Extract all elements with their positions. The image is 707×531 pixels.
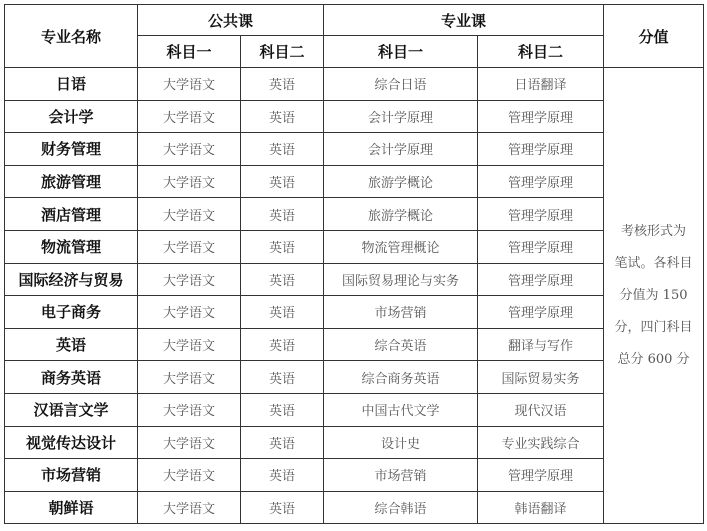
major-cell: 汉语言文学 [5,393,138,426]
header-public-subject-two: 科目二 [241,36,324,68]
table-body [5,68,704,524]
major-subject-one-cell: 会计学原理 [324,133,478,166]
public-subject-one-cell: 大学语文 [138,459,241,492]
score-note-line: 分值为 150 [619,287,688,303]
public-subject-two-cell: 英语 [241,426,324,459]
public-subject-one-cell: 大学语文 [138,296,241,329]
public-subject-one-cell: 大学语文 [138,198,241,231]
public-subject-two-cell: 英语 [241,198,324,231]
public-subject-two-cell: 英语 [241,328,324,361]
header-public-course: 公共课 [138,5,324,36]
major-subject-two-cell: 专业实践综合 [478,426,604,459]
major-cell: 酒店管理 [5,198,138,231]
major-subject-two-cell: 管理学原理 [478,459,604,492]
major-subject-one-cell: 物流管理概论 [324,230,478,263]
table-row [5,133,704,166]
public-subject-one-cell: 大学语文 [138,68,241,101]
public-subject-one-cell: 大学语文 [138,426,241,459]
major-subject-one-cell: 旅游学概论 [324,198,478,231]
table-row [5,491,704,524]
public-subject-one-cell: 大学语文 [138,491,241,524]
major-cell: 市场营销 [5,459,138,492]
table-row [5,100,704,133]
score-note-line: 笔试。各科目 [614,255,693,271]
public-subject-one-cell: 大学语文 [138,263,241,296]
score-note-line: 分，四门科目 [614,319,693,335]
public-subject-two-cell: 英语 [241,361,324,394]
major-subject-two-cell: 管理学原理 [478,263,604,296]
public-subject-one-cell: 大学语文 [138,393,241,426]
public-subject-two-cell: 英语 [241,491,324,524]
major-subject-one-cell: 市场营销 [324,459,478,492]
public-subject-two-cell: 英语 [241,100,324,133]
table-row [5,165,704,198]
major-subject-two-cell: 管理学原理 [478,165,604,198]
major-cell: 电子商务 [5,296,138,329]
major-subject-one-cell: 会计学原理 [324,100,478,133]
public-subject-two-cell: 英语 [241,296,324,329]
score-note-line: 总分 600 分 [617,351,690,367]
header-major-subject-one: 科目一 [324,36,478,68]
table-row [5,393,704,426]
major-subject-one-cell: 国际贸易理论与实务 [324,263,478,296]
major-subject-one-cell: 综合英语 [324,328,478,361]
major-subject-two-cell: 管理学原理 [478,198,604,231]
major-cell: 日语 [5,68,138,101]
major-subject-one-cell: 中国古代文学 [324,393,478,426]
table-row [5,426,704,459]
major-cell: 商务英语 [5,361,138,394]
table-row [5,263,704,296]
public-subject-two-cell: 英语 [241,68,324,101]
major-subject-one-cell: 市场营销 [324,296,478,329]
public-subject-one-cell: 大学语文 [138,100,241,133]
table-row [5,296,704,329]
header-score: 分值 [604,5,704,68]
major-cell: 会计学 [5,100,138,133]
major-subject-two-cell: 日语翻译 [478,68,604,101]
major-subject-one-cell: 综合韩语 [324,491,478,524]
major-cell: 朝鲜语 [5,491,138,524]
exam-table-container [4,4,704,524]
major-subject-two-cell: 韩语翻译 [478,491,604,524]
major-subject-two-cell: 管理学原理 [478,230,604,263]
major-subject-two-cell: 国际贸易实务 [478,361,604,394]
major-cell: 英语 [5,328,138,361]
public-subject-two-cell: 英语 [241,230,324,263]
score-note-line: 考核形式为 [621,223,687,239]
public-subject-two-cell: 英语 [241,459,324,492]
major-cell: 财务管理 [5,133,138,166]
header-major-subject-two: 科目二 [478,36,604,68]
table-row [5,328,704,361]
table-row [5,68,704,101]
public-subject-two-cell: 英语 [241,263,324,296]
major-subject-one-cell: 设计史 [324,426,478,459]
header-public-subject-one: 科目一 [138,36,241,68]
public-subject-one-cell: 大学语文 [138,165,241,198]
exam-subjects-table [4,4,704,524]
major-cell: 国际经济与贸易 [5,263,138,296]
major-subject-one-cell: 综合日语 [324,68,478,101]
public-subject-one-cell: 大学语文 [138,361,241,394]
public-subject-two-cell: 英语 [241,165,324,198]
major-cell: 旅游管理 [5,165,138,198]
major-subject-two-cell: 管理学原理 [478,133,604,166]
major-subject-two-cell: 现代汉语 [478,393,604,426]
major-subject-two-cell: 管理学原理 [478,296,604,329]
major-subject-one-cell: 综合商务英语 [324,361,478,394]
table-row [5,198,704,231]
table-row [5,459,704,492]
header-major-name: 专业名称 [5,5,138,68]
public-subject-one-cell: 大学语文 [138,328,241,361]
major-cell: 视觉传达设计 [5,426,138,459]
public-subject-two-cell: 英语 [241,393,324,426]
table-row [5,230,704,263]
table-row [5,361,704,394]
public-subject-two-cell: 英语 [241,133,324,166]
public-subject-one-cell: 大学语文 [138,133,241,166]
major-subject-one-cell: 旅游学概论 [324,165,478,198]
public-subject-one-cell: 大学语文 [138,230,241,263]
major-cell: 物流管理 [5,230,138,263]
score-note-cell [604,68,704,524]
major-subject-two-cell: 管理学原理 [478,100,604,133]
major-subject-two-cell: 翻译与写作 [478,328,604,361]
header-major-course: 专业课 [324,5,604,36]
